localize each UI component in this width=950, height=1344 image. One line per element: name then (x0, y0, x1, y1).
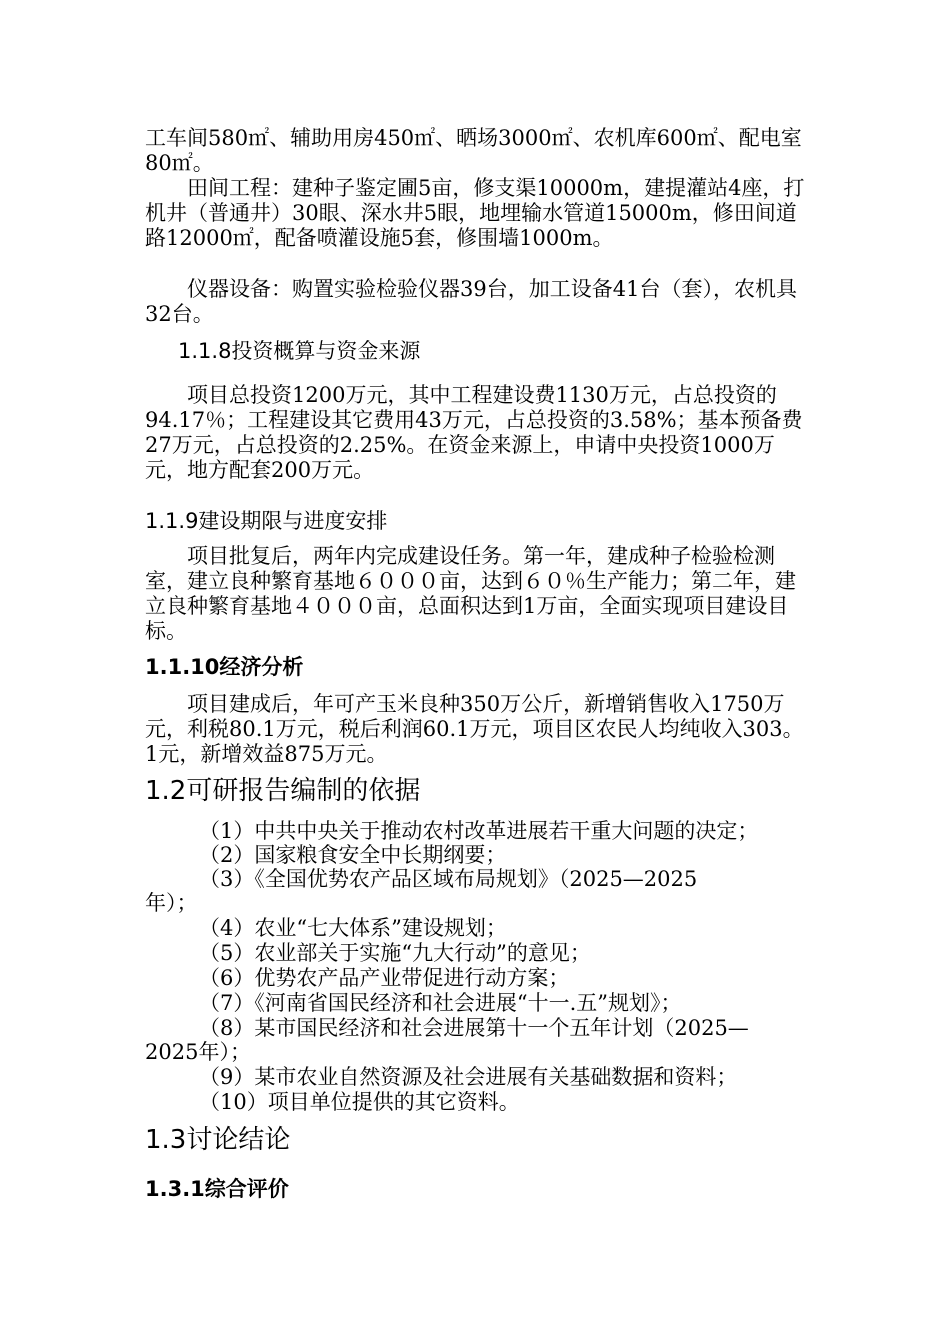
paragraph-schedule: 项目批复后，两年内完成建设任务。第一年，建成种子检验检测室，建立良种繁育基地６０００亩，达到６０％生产能力；第二年，建立良种繁育基地４０００亩，总面积达到1万亩，全面实现项目建设目标。 (145, 544, 796, 643)
paragraph-economic-analysis: 项目建成后，年可产玉米良种350万公斤，新增销售收入1750万元，利税80.1万元，税后利润60.1万元，项目区农民人均纯收入303。1元，新增效益875万元。 (145, 692, 804, 766)
list-item: 年）； (145, 891, 198, 915)
list-item: （2）国家粮食安全中长期纲要； (199, 843, 507, 867)
paragraph-field-works: 田间工程：建种子鉴定圃5亩，修支渠10000m，建提灌站4座，打机井（普通井）30眼、深水井5眼，地埋输水管道15000m，修田间道路12000㎡，配备喷灌设施5套，修围墙1000m。 (145, 176, 805, 250)
list-item: （5）农业部关于实施“九大行动”的意见； (199, 941, 591, 965)
list-item: （10）项目单位提供的其它资料。 (199, 1090, 520, 1114)
list-item: 2025年）； (145, 1040, 251, 1064)
heading-1-1-9: 1.1.9建设期限与进度安排 (145, 509, 388, 533)
heading-1-1-10: 1.1.10经济分析 (145, 655, 304, 679)
heading-1-2: 1.2可研报告编制的依据 (145, 776, 421, 806)
list-item: （6）优势农产品产业带促进行动方案； (199, 966, 570, 990)
heading-1-3: 1.3讨论结论 (145, 1125, 291, 1155)
list-item: （4）农业“七大体系”建设规划； (199, 916, 507, 940)
heading-1-1-8: 1.1.8投资概算与资金来源 (178, 339, 421, 363)
list-item: （8）某市国民经济和社会进展第十一个五年计划（2025— (199, 1016, 749, 1040)
heading-1-3-1: 1.3.1综合评价 (145, 1177, 289, 1201)
paragraph-equipment: 仪器设备：购置实验检验仪器39台，加工设备41台（套），农机具32台。 (145, 277, 797, 326)
list-item: （7）《河南省国民经济和社会进展“十一.五”规划》； (199, 991, 682, 1015)
paragraph-buildings: 工车间580㎡、辅助用房450㎡、晒场3000㎡、农机库600㎡、配电室80㎡。 (145, 126, 802, 175)
list-item: （9）某市农业自然资源及社会进展有关基础数据和资料； (199, 1065, 738, 1089)
list-item: （1）中共中央关于推动农村改革进展若干重大问题的决定； (199, 819, 759, 843)
paragraph-investment: 项目总投资1200万元，其中工程建设费1130万元，占总投资的94.17％；工程建设其它费用43万元，占总投资的3.58%；基本预备费27万元，占总投资的2.25%。在资金来源上，申请中央投资1000万元，地方配套200万元。 (145, 383, 803, 482)
list-item: （3）《全国优势农产品区域布局规划》（2025—2025 (199, 867, 698, 891)
